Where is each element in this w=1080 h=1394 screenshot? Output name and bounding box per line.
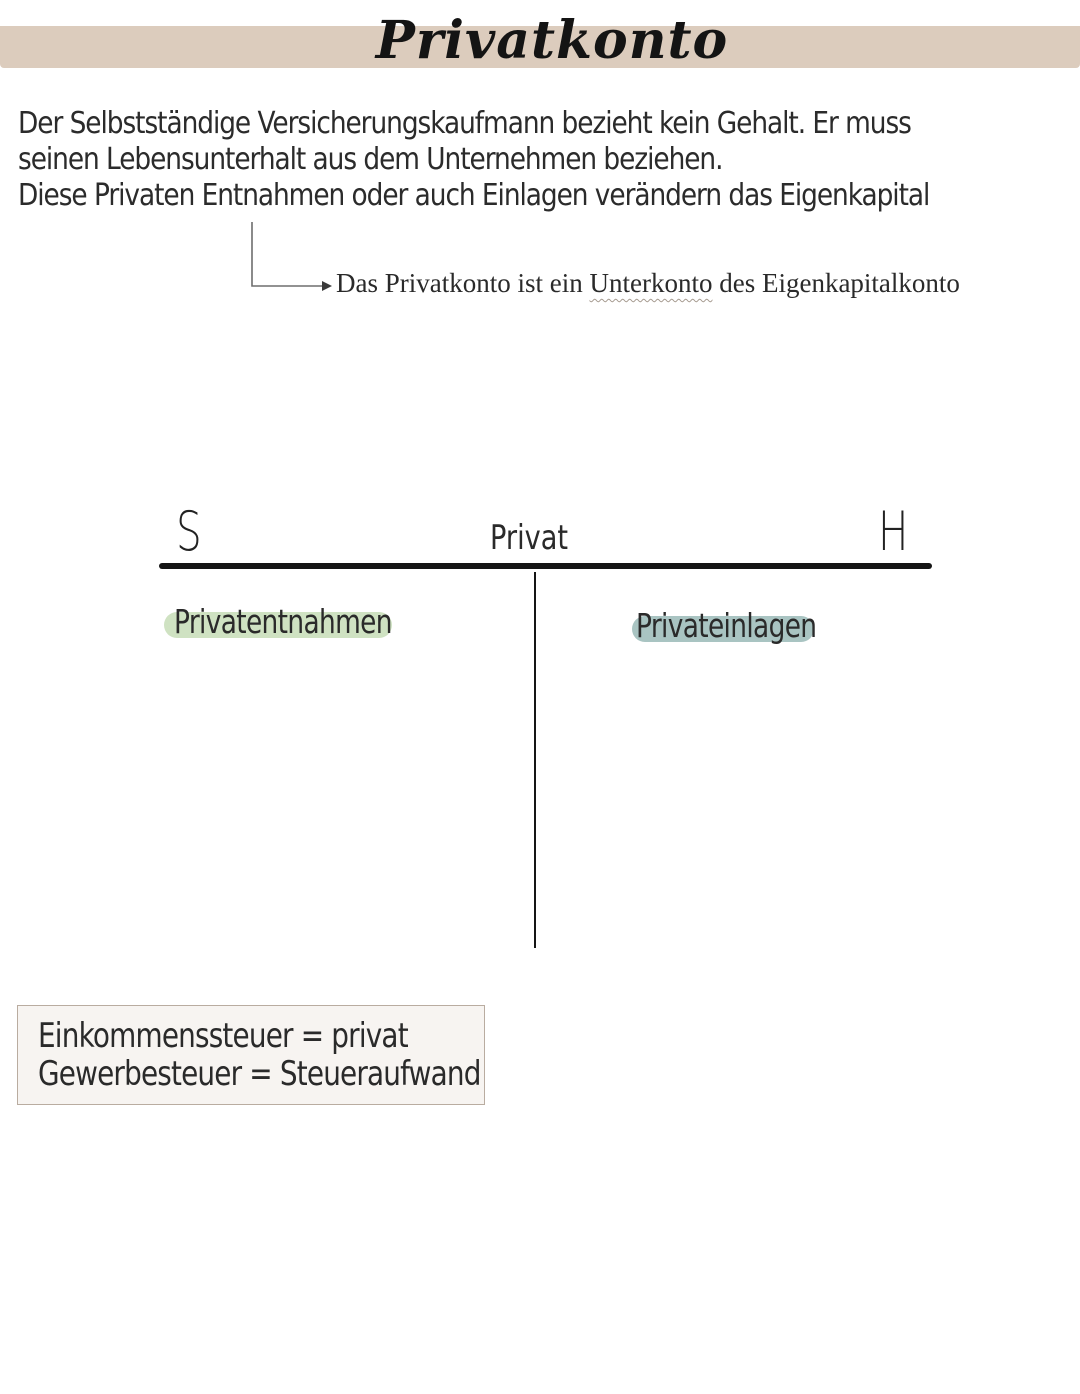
- tax-note-line: Gewerbesteuer = Steueraufwand: [38, 1054, 481, 1094]
- intro-line: seinen Lebensunterhalt aus dem Unternehmen beziehen.: [18, 142, 723, 177]
- credit-side-label: H: [878, 500, 909, 563]
- note-text-after: des Eigenkapitalkonto: [712, 268, 960, 298]
- note-text-before: Das Privatkonto ist ein: [336, 268, 590, 298]
- debit-entry: Privatentnahmen: [174, 602, 392, 641]
- intro-line: Diese Privaten Entnahmen oder auch Einlagen verändern das Eigenkapital: [18, 178, 930, 213]
- tax-note-line: Einkommenssteuer = privat: [38, 1016, 408, 1056]
- credit-entry: Privateinlagen: [636, 606, 817, 645]
- account-name: Privat: [490, 518, 569, 558]
- tax-note-box: [17, 1005, 485, 1105]
- page-title: Privatkonto: [375, 10, 729, 71]
- debit-side-label: S: [176, 500, 202, 563]
- intro-line: Der Selbstständige Versicherungskaufmann bezieht kein Gehalt. Er muss: [18, 106, 911, 141]
- note-underlined-term: Unterkonto: [589, 268, 713, 298]
